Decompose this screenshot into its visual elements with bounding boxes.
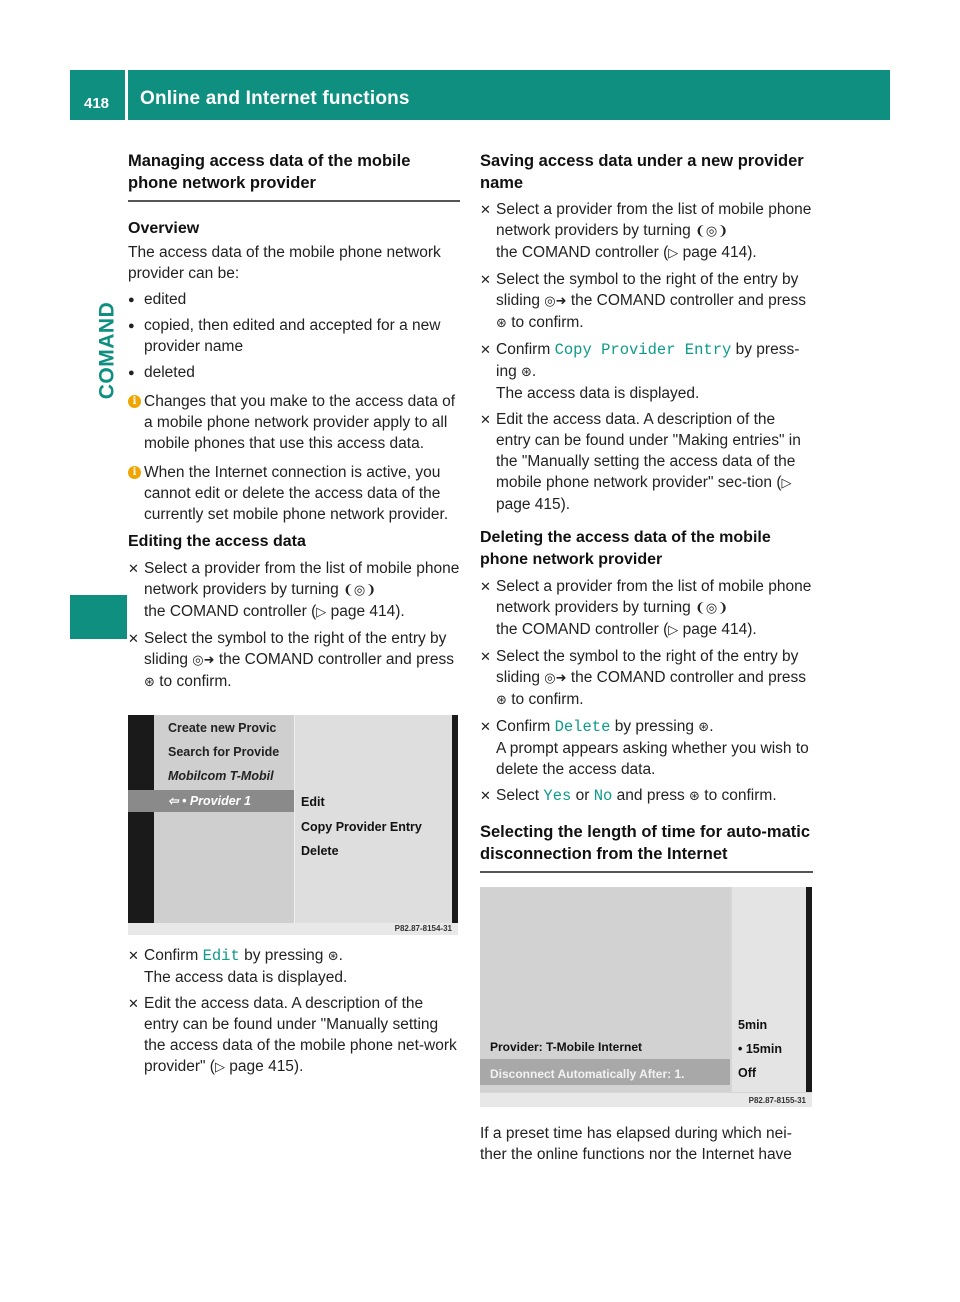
turn-controller-icon: ❨◎❩ (695, 601, 729, 616)
page-ref-arrow-icon: ▷ (668, 623, 679, 638)
page-ref-arrow-icon: ▷ (781, 476, 792, 491)
screenshot-disconnect-menu (480, 887, 812, 1107)
step-marker: ✕ (128, 561, 139, 576)
menu-item-delete: Delete (301, 844, 339, 858)
page-ref-arrow-icon: ▷ (668, 246, 679, 261)
press-controller-icon: ⊛ (144, 675, 155, 690)
overview-heading: Overview (128, 220, 200, 237)
turn-controller-icon: ❨◎❩ (695, 224, 729, 239)
bullet-item: ● copied, then edited and accepted for a new provider name (128, 317, 441, 355)
bullet-marker: ● (128, 320, 135, 332)
step-item: ✕ Confirm Delete by pressing ⊛. A prompt appears asking whether you wish to delete the access data. (480, 718, 809, 778)
step-marker: ✕ (480, 272, 491, 287)
code-no: No (593, 787, 613, 805)
time-options (732, 887, 806, 1092)
step-item: ✕ Edit the access data. A description of the entry can be found under "Manually setting the access data of the mobile phone net-work provider" (▷ page 415). (128, 995, 457, 1075)
tail-text: If a preset time has elapsed during which nei-ther the online functions nor the Internet have (480, 1125, 792, 1163)
step-marker: ✕ (128, 996, 139, 1011)
provider-list (154, 715, 294, 925)
editing-heading: Editing the access data (128, 533, 306, 550)
info-note: i When the Internet connection is active, you cannot edit or delete the access data of the currently set mobile phone network provider. (128, 462, 460, 525)
page-title: Online and Internet functions (140, 88, 410, 109)
press-controller-icon: ⊛ (327, 949, 339, 964)
step-item: ✕ Select Yes or No and press ⊛ to confirm. (480, 787, 777, 805)
page-ref-arrow-icon: ▷ (214, 1060, 225, 1075)
slide-controller-icon: ◎➜ (192, 653, 215, 668)
context-menu (294, 715, 454, 925)
menu-item-copy: Copy Provider Entry (301, 820, 422, 834)
step-item: ✕ Select the symbol to the right of the entry by sliding ◎➜ the COMAND controller and press ⊛ to confirm. (128, 630, 454, 690)
step-marker: ✕ (480, 202, 491, 217)
list-item: Search for Provide (168, 745, 280, 759)
provider-line: Provider: T-Mobile Internet (490, 1040, 643, 1054)
bullet-item: ● deleted (128, 362, 460, 383)
menu-item-edit: Edit (301, 795, 325, 809)
deleting-heading: Deleting the access data of the mobile phone network provider (480, 529, 771, 568)
option-item-selected: • 15min (738, 1042, 782, 1056)
header-divider (125, 70, 128, 120)
bullet-marker: ● (128, 294, 135, 306)
code-delete: Delete (554, 718, 611, 736)
option-item: 5min (738, 1018, 768, 1032)
slide-controller-icon: ◎➜ (544, 294, 567, 309)
step-item: ✕ Confirm Copy Provider Entry by press-ing ⊛. The access data is displayed. (480, 341, 800, 402)
step-marker: ✕ (480, 719, 491, 734)
press-controller-icon: ⊛ (521, 365, 532, 380)
left-column (128, 150, 460, 1078)
right-column (480, 150, 813, 1165)
figure-code: P82.87-8155-31 (748, 1096, 806, 1105)
step-item: ✕ Select the symbol to the right of the entry by sliding ◎➜ the COMAND controller and press ⊛ to confirm. (480, 271, 806, 331)
slide-controller-icon: ◎➜ (544, 671, 567, 686)
list-item-selected: ⇦ • Provider 1 (128, 790, 294, 812)
list-item: Mobilcom T-Mobil (168, 769, 274, 783)
code-edit: Edit (202, 947, 240, 965)
side-tab-label: COMAND (95, 301, 119, 400)
overview-text: The access data of the mobile phone network provider can be: (128, 244, 441, 282)
bullet-item: ● edited (128, 289, 460, 310)
code-yes: Yes (543, 787, 572, 805)
saving-heading: Saving access data under a new provider name (480, 152, 804, 192)
step-item: ✕ Select the symbol to the right of the entry by sliding ◎➜ the COMAND controller and press ⊛ to confirm. (480, 648, 806, 708)
press-controller-icon: ⊛ (689, 789, 700, 804)
step-marker: ✕ (480, 342, 491, 357)
bullet-marker: ● (128, 367, 135, 379)
side-tab-label-wrap (78, 300, 118, 420)
press-controller-icon: ⊛ (496, 693, 507, 708)
press-controller-icon: ⊛ (698, 720, 710, 735)
turn-controller-icon: ❨◎❩ (343, 583, 377, 598)
step-marker: ✕ (128, 948, 139, 963)
list-item: Create new Provic (168, 721, 277, 735)
step-item: ✕ Edit the access data. A description of the entry can be found under "Making entries" in the "Manually setting the access data of the mobile phone network provider" sec-tion (▷ page 415). (480, 411, 801, 513)
step-marker: ✕ (480, 412, 491, 427)
screenshot-provider-menu (128, 715, 458, 935)
step-item: ✕ Select a provider from the list of mobile phone network providers by turning ❨◎❩ the COMAND controller (▷ page 414). (128, 560, 460, 620)
option-item: Off (738, 1066, 757, 1080)
info-icon: i (128, 466, 141, 479)
page-ref-arrow-icon: ▷ (316, 605, 327, 620)
step-marker: ✕ (480, 579, 491, 594)
back-icon: ⇦ (168, 794, 182, 808)
step-marker: ✕ (480, 649, 491, 664)
page-number: 418 (84, 95, 110, 112)
info-note: i Changes that you make to the access data of a mobile phone network provider apply to all mobile phones that use this access data. (128, 391, 460, 454)
step-item: ✕ Confirm Edit by pressing ⊛. The access data is displayed. (128, 947, 348, 986)
code-copy-provider-entry: Copy Provider Entry (554, 341, 732, 359)
step-marker: ✕ (128, 631, 139, 646)
step-item: ✕ Select a provider from the list of mobile phone network providers by turning ❨◎❩ the COMAND controller (▷ page 414). (480, 201, 812, 261)
disconnect-line: Disconnect Automatically After: 1. (490, 1067, 685, 1081)
figure-code: P82.87-8154-31 (394, 924, 452, 933)
press-controller-icon: ⊛ (496, 316, 507, 331)
step-item: ✕ Select a provider from the list of mobile phone network providers by turning ❨◎❩ the COMAND controller (▷ page 414). (480, 578, 812, 638)
length-heading: Selecting the length of time for auto-matic disconnection from the Internet (480, 821, 813, 873)
step-marker: ✕ (480, 788, 491, 803)
info-icon: i (128, 395, 141, 408)
side-tab-marker (70, 595, 127, 639)
section-heading-managing: Managing access data of the mobile phone network provider (128, 150, 460, 202)
